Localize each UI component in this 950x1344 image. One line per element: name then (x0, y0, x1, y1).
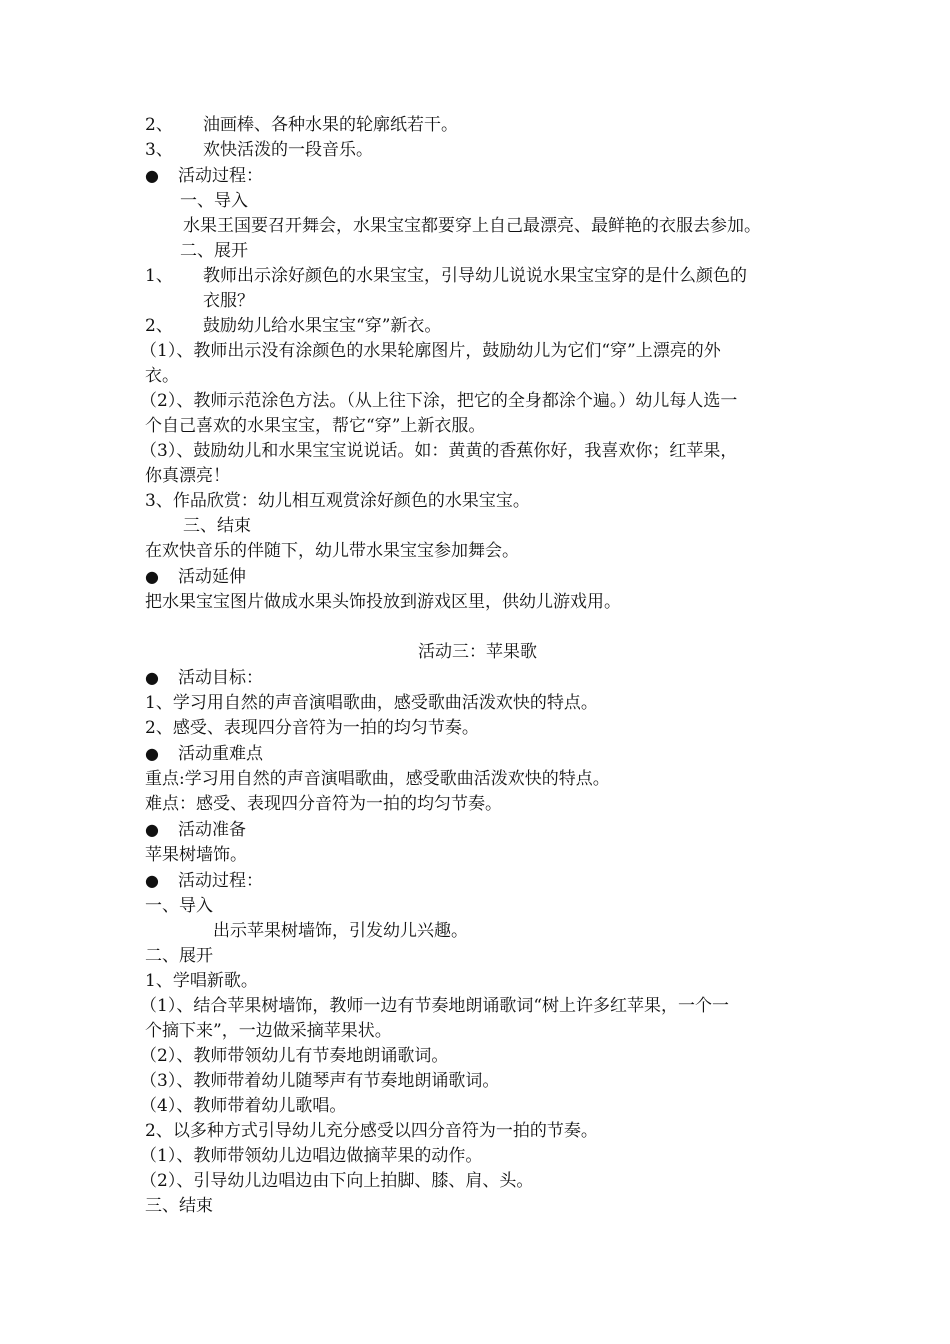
subheading-intro: 一、导入 (180, 191, 248, 211)
heading-text: 活动重难点 (178, 744, 263, 764)
paragraph: 难点：感受、表现四分音符为一拍的均匀节奏。 (145, 794, 502, 814)
list-number: 1、 (145, 266, 173, 286)
paragraph: （2）、引导幼儿边唱边由下向上拍脚、膝、肩、头。 (140, 1171, 534, 1191)
document-page (140, 113, 810, 1219)
paragraph: （2）、教师带领幼儿有节奏地朗诵歌词。 (140, 1046, 449, 1066)
paragraph: 出示苹果树墙饰，引发幼儿兴趣。 (213, 921, 468, 941)
section-heading-goals (145, 665, 810, 691)
paragraph: 个摘下来”，一边做采摘苹果状。 (145, 1021, 392, 1041)
heading-text: 活动延伸 (178, 567, 246, 587)
list-number: 2、 (145, 316, 173, 336)
expand-item-1 (145, 264, 810, 289)
bullet-icon: ● (145, 166, 159, 185)
activity-title: 活动三：苹果歌 (418, 642, 537, 662)
bullet-icon: ● (145, 744, 159, 763)
bullet-icon: ● (145, 567, 159, 586)
paragraph: （3）、教师带着幼儿随琴声有节奏地朗诵歌词。 (140, 1071, 500, 1091)
heading-text: 活动目标： (178, 668, 263, 688)
expand-item-1-continued: 衣服？ (203, 291, 254, 311)
paragraph: 重点:学习用自然的声音演唱歌曲，感受歌曲活泼欢快的特点。 (145, 769, 610, 789)
subheading-end: 三、结束 (183, 516, 251, 536)
subheading-intro: 一、导入 (145, 896, 213, 916)
paragraph: （2）、教师示范涂色方法。（从上往下涂，把它的全身都涂个遍。）幼儿每人选一 (140, 391, 738, 411)
bullet-icon: ● (145, 820, 159, 839)
subheading-expand: 二、展开 (180, 241, 248, 261)
section-heading-preparation (145, 817, 810, 843)
heading-text: 活动过程： (178, 871, 263, 891)
paragraph: 3、作品欣赏：幼儿相互观赏涂好颜色的水果宝宝。 (145, 491, 530, 511)
paragraph: 个自己喜欢的水果宝宝，帮它“穿”上新衣服。 (145, 416, 486, 436)
paragraph: 2、感受、表现四分音符为一拍的均匀节奏。 (145, 718, 479, 738)
paragraph: 2、以多种方式引导幼儿充分感受以四分音符为一拍的节奏。 (145, 1121, 598, 1141)
list-text: 油画棒、各种水果的轮廓纸若干。 (203, 115, 458, 135)
paragraph: 你真漂亮！ (145, 466, 230, 486)
section-heading-process (145, 163, 810, 189)
paragraph: 1、学唱新歌。 (145, 971, 258, 991)
section-heading-key-points (145, 741, 810, 767)
list-text: 教师出示涂好颜色的水果宝宝，引导幼儿说说水果宝宝穿的是什么颜色的 (203, 266, 747, 286)
bullet-icon: ● (145, 871, 159, 890)
subheading-expand: 二、展开 (145, 946, 213, 966)
spacer (145, 615, 810, 640)
subheading-end: 三、结束 (145, 1196, 213, 1216)
paragraph: （1）、教师带领幼儿边唱边做摘苹果的动作。 (140, 1146, 483, 1166)
list-text: 欢快活泼的一段音乐。 (203, 140, 373, 160)
paragraph: （1）、结合苹果树墙饰，教师一边有节奏地朗诵歌词“树上许多红苹果，一个一 (140, 996, 730, 1016)
paragraph: 衣。 (145, 366, 179, 386)
heading-text: 活动过程： (178, 166, 263, 186)
section-heading-extension (145, 564, 810, 590)
list-text: 鼓励幼儿给水果宝宝“穿”新衣。 (203, 316, 442, 336)
list-number: 3、 (145, 140, 173, 160)
paragraph: 水果王国要召开舞会，水果宝宝都要穿上自己最漂亮、最鲜艳的衣服去参加。 (183, 216, 761, 236)
section-heading-process (145, 868, 810, 894)
paragraph: （4）、教师带着幼儿歌唱。 (140, 1096, 347, 1116)
paragraph: 1、学习用自然的声音演唱歌曲，感受歌曲活泼欢快的特点。 (145, 693, 598, 713)
paragraph: （3）、鼓励幼儿和水果宝宝说说话。如：黄黄的香蕉你好，我喜欢你；红苹果， (140, 441, 738, 461)
paragraph: 在欢快音乐的伴随下，幼儿带水果宝宝参加舞会。 (145, 541, 519, 561)
list-number: 2、 (145, 115, 173, 135)
materials-item-2 (145, 113, 810, 138)
heading-text: 活动准备 (178, 820, 246, 840)
paragraph: （1）、教师出示没有涂颜色的水果轮廓图片，鼓励幼儿为它们“穿”上漂亮的外 (140, 341, 721, 361)
expand-item-2 (145, 314, 810, 339)
materials-item-3 (145, 138, 810, 163)
paragraph: 把水果宝宝图片做成水果头饰投放到游戏区里，供幼儿游戏用。 (145, 592, 621, 612)
bullet-icon: ● (145, 668, 159, 687)
paragraph: 苹果树墙饰。 (145, 845, 247, 865)
